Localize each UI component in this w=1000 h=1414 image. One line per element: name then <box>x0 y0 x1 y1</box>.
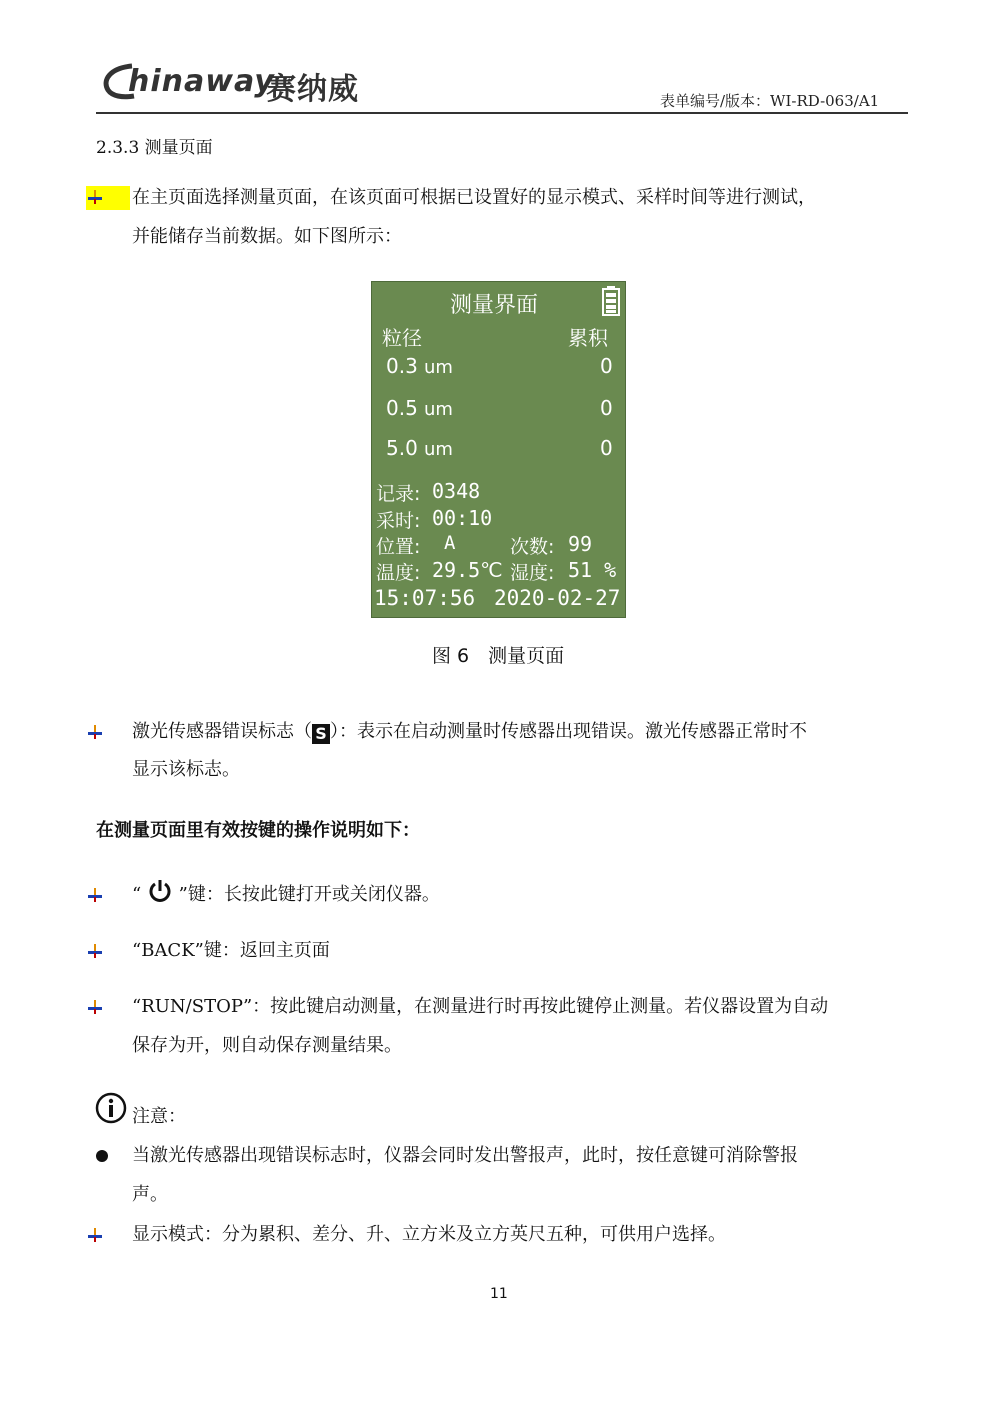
power-key-description: ”键：长按此键打开或关闭仪器。 <box>178 884 440 905</box>
position-value: A <box>444 532 456 554</box>
page-number: 11 <box>490 1286 508 1302</box>
figure-caption: 图 6 测量页面 <box>432 645 565 667</box>
row-unit: um <box>424 399 453 420</box>
arrow-bullet-icon <box>88 725 102 739</box>
arrow-bullet-icon <box>88 944 102 958</box>
run-stop-line-2: 保存为开，则自动保存测量结果。 <box>132 1035 402 1056</box>
arrow-bullet-icon <box>88 1228 102 1242</box>
arrow-bullet-icon <box>88 888 102 902</box>
power-key-open-quote: “ <box>132 884 142 905</box>
humidity-value: 51 % <box>568 558 617 582</box>
record-label: 记录: <box>376 483 421 505</box>
row-value: 0 <box>600 354 613 378</box>
row-value: 0 <box>600 396 613 420</box>
note-bullet-line-2: 声。 <box>132 1184 168 1205</box>
temperature-value: 29.5℃ <box>432 558 503 582</box>
keys-heading: 在测量页面里有效按键的操作说明如下： <box>96 820 420 841</box>
sample-time-label: 采时: <box>376 510 421 532</box>
logo-text: hinaway <box>128 64 275 99</box>
column-header-size: 粒径 <box>382 326 422 350</box>
row-size: 0.3 <box>386 354 418 378</box>
chinaway-logo <box>98 58 368 107</box>
form-number: 表单编号/版本：WI-RD-063/A1 <box>660 92 880 110</box>
row-unit: um <box>424 357 453 378</box>
clock-time: 15:07:56 <box>374 586 476 610</box>
row-value: 0 <box>600 436 613 460</box>
intro-line-1: 在主页面选择测量页面，在该页面可根据已设置好的显示模式、采样时间等进行测试， <box>132 187 816 208</box>
count-label: 次数: <box>510 536 555 558</box>
section-title: 2.3.3 测量页面 <box>96 138 213 158</box>
run-stop-line-1: “RUN/STOP”：按此键启动测量，在测量进行时再按此键停止测量。若仪器设置为自动 <box>132 996 829 1017</box>
screen-title: 测量界面 <box>450 293 539 318</box>
sensor-error-icon: S <box>312 724 330 744</box>
note-label: 注意： <box>132 1106 186 1127</box>
arrow-bullet-icon <box>88 1000 102 1014</box>
battery-icon <box>602 286 620 316</box>
info-icon <box>95 1092 127 1124</box>
sensor-error-suffix: ）：表示在启动测量时传感器出现错误。激光传感器正常时不 <box>330 721 807 742</box>
humidity-label: 湿度: <box>510 562 555 584</box>
sample-time-value: 00:10 <box>432 506 493 530</box>
intro-line-2: 并能储存当前数据。如下图所示： <box>132 226 402 247</box>
sensor-error-prefix: 激光传感器错误标志（ <box>132 721 312 742</box>
power-key-line <box>132 876 902 914</box>
power-icon <box>147 878 173 904</box>
sensor-error-line-2: 显示该标志。 <box>132 759 240 780</box>
arrow-bullet-icon <box>88 190 102 204</box>
row-unit: um <box>424 439 453 460</box>
row-size: 0.5 <box>386 396 418 420</box>
logo-chinese: 赛纳威 <box>266 72 359 107</box>
column-header-cumulative: 累积 <box>568 326 608 350</box>
position-label: 位置: <box>376 536 421 558</box>
header-divider <box>96 112 908 114</box>
clock-date: 2020-02-27 <box>494 586 621 610</box>
display-mode-line: 显示模式：分为累积、差分、升、立方米及立方英尺五种，可供用户选择。 <box>132 1224 726 1245</box>
back-key-line: “BACK”键：返回主页面 <box>132 940 330 961</box>
measurement-screen <box>371 281 626 618</box>
record-value: 0348 <box>432 479 481 503</box>
bullet-dot-icon <box>96 1150 108 1162</box>
note-bullet-line-1: 当激光传感器出现错误标志时，仪器会同时发出警报声，此时，按任意键可消除警报 <box>132 1145 798 1166</box>
row-size: 5.0 <box>386 436 418 460</box>
count-value: 99 <box>568 532 593 556</box>
sensor-error-line-1 <box>132 713 902 751</box>
temperature-label: 温度: <box>376 562 421 584</box>
